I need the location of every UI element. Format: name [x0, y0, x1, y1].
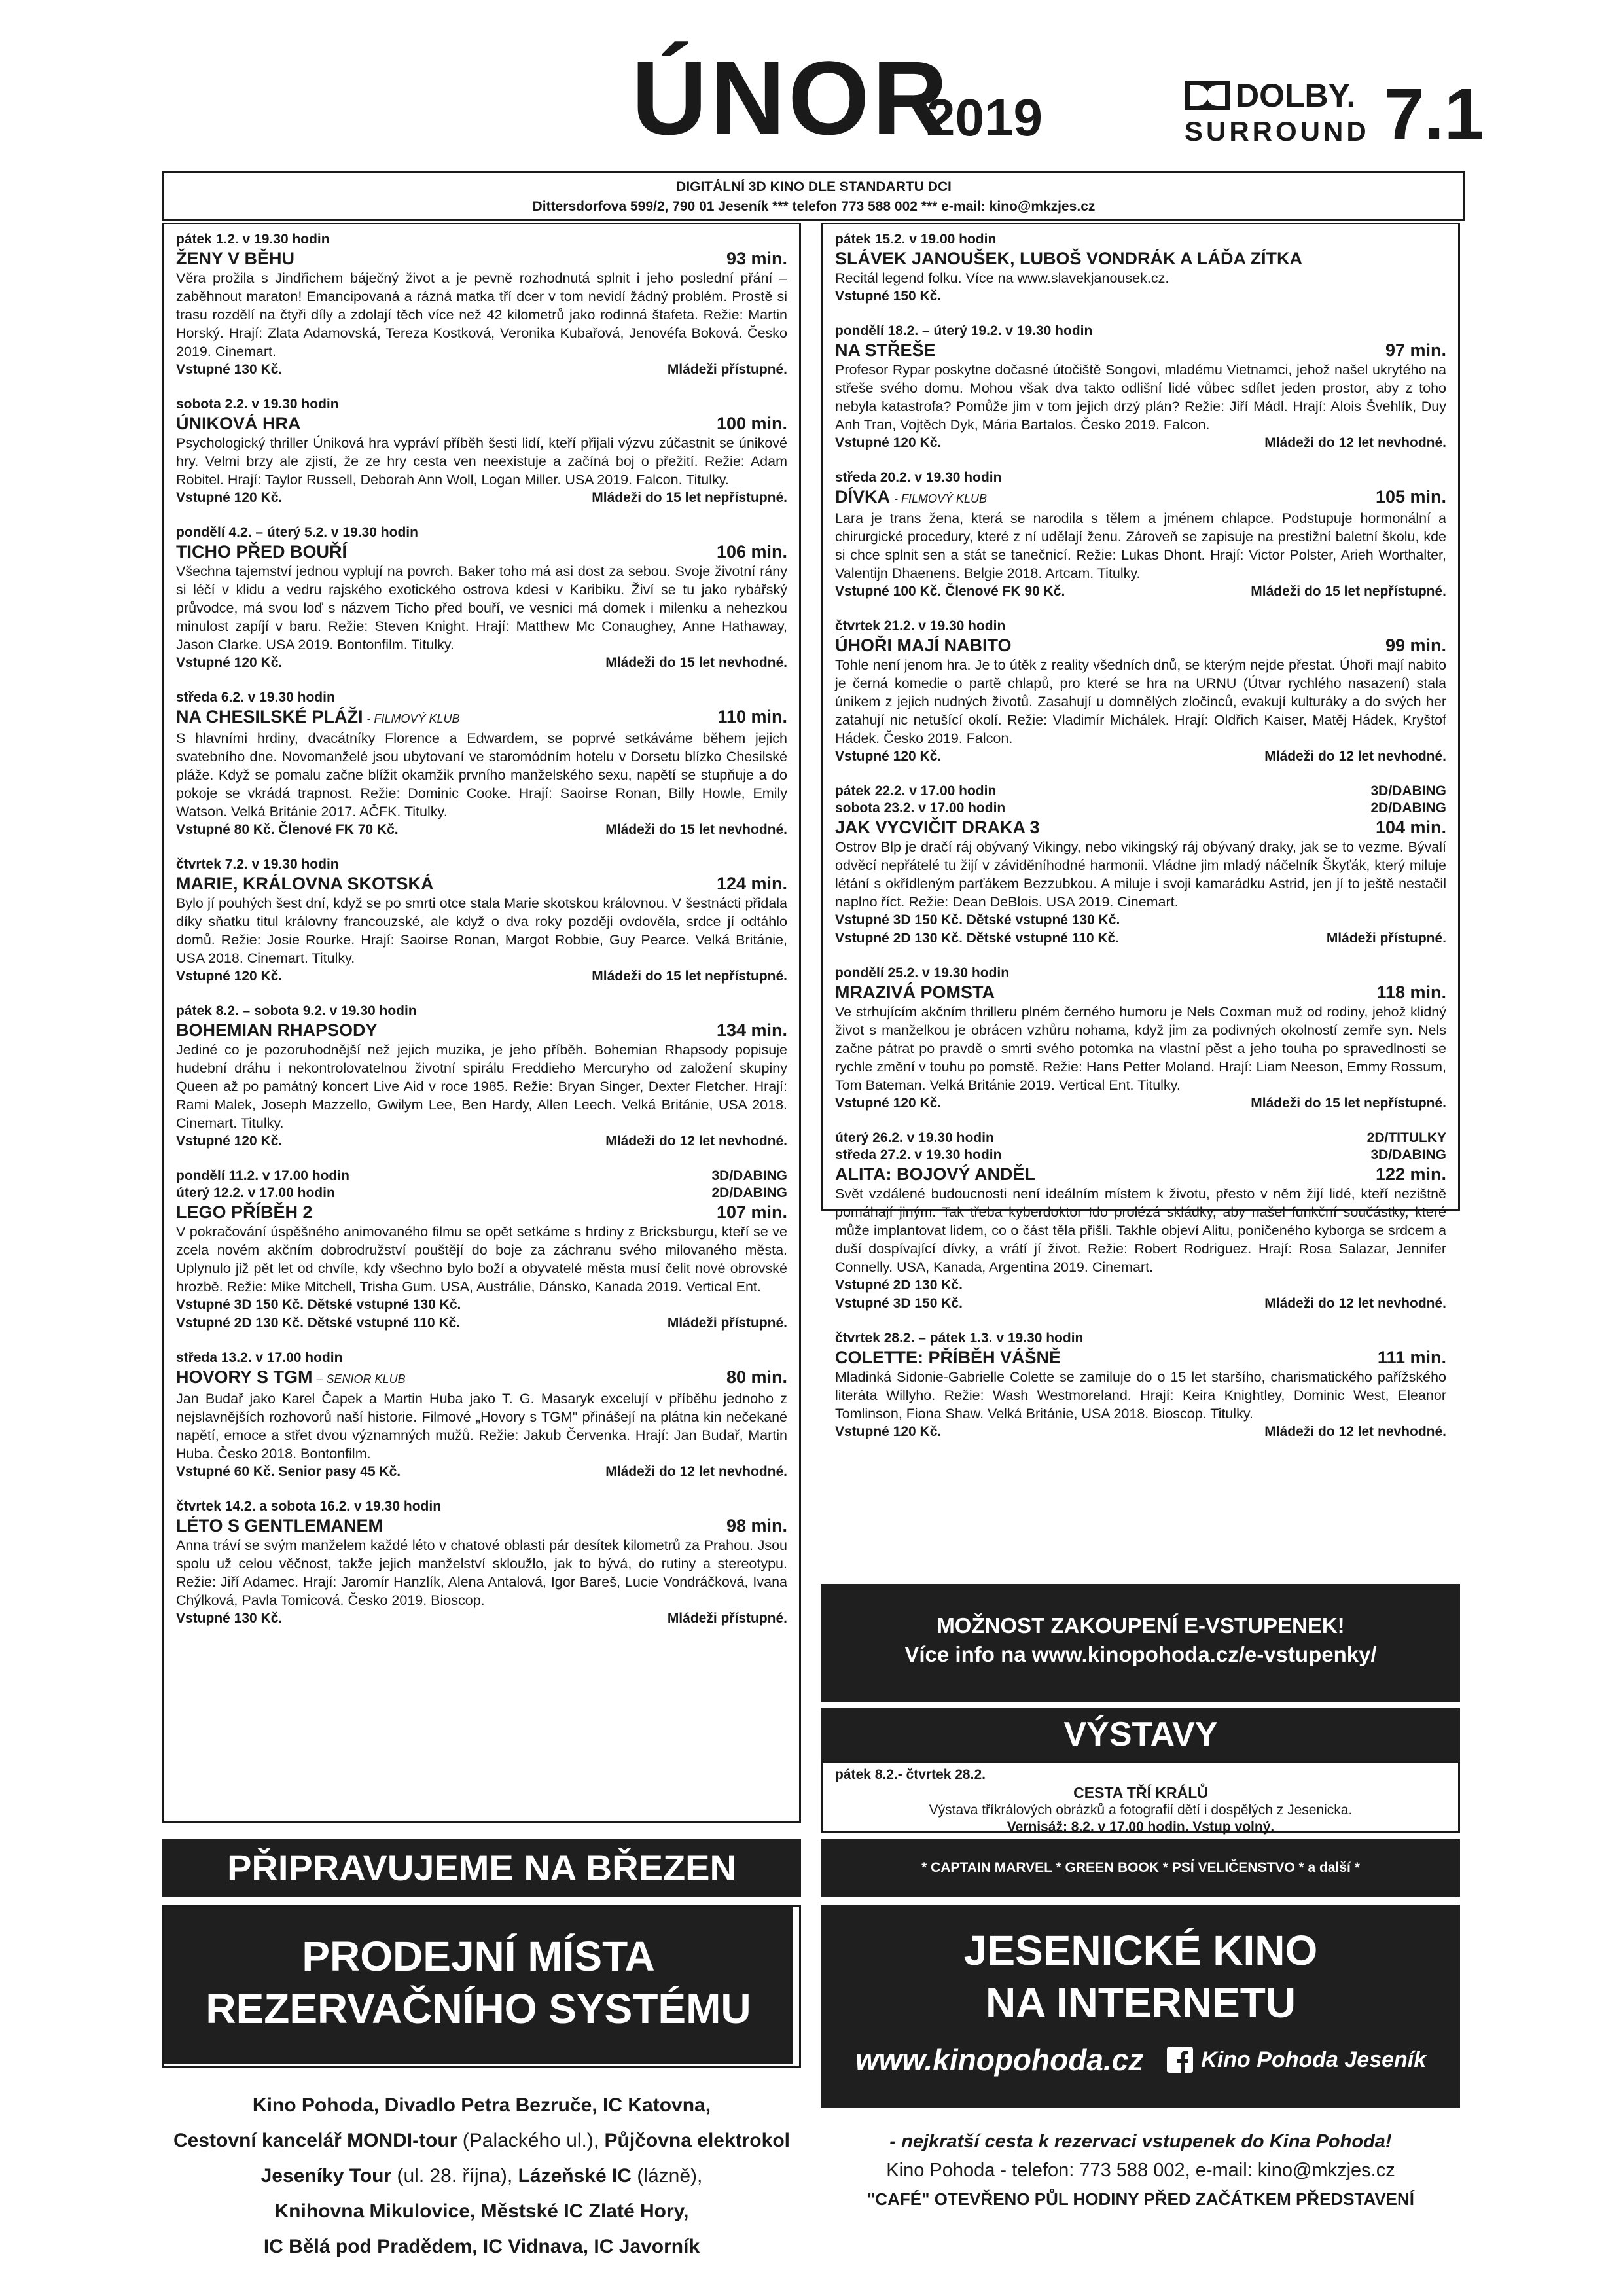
film-description: Mladinká Sidonie-Gabrielle Colette se zamiluje do o 15 let staršího, charismatického pařížského literáta Willyho. Režie: Wash Westmoreland. Hrají: Keira Knightley, Dominic West, Eleanor Tomlinson, Fiona Shaw. Velká Británie, USA 2018. Bioscop. Titulky.: [835, 1369, 1446, 1422]
film-price-line: [835, 1295, 1446, 1313]
film-title: ŽENY V BĚHU: [176, 249, 295, 268]
film-age-rating: Mládeži do 15 let nepřístupné.: [1251, 584, 1446, 599]
film-price-line: [835, 911, 1446, 929]
film-date: pondělí 18.2. – úterý 19.2. v 19.30 hodin: [835, 323, 1093, 338]
film-date-line: [835, 1147, 1446, 1164]
month-title: ÚNOR: [632, 39, 951, 156]
exhibition-date: pátek 8.2.- čtvrtek 28.2.: [835, 1767, 986, 1782]
film-date-line: [176, 1168, 787, 1185]
film-title-line: [176, 248, 787, 269]
film-title-line: [835, 982, 1446, 1003]
film-price: Vstupné 130 Kč.: [176, 1611, 283, 1626]
film-title-wrap: [176, 1515, 383, 1536]
film-format: 3D/DABING: [1370, 783, 1446, 798]
film-format: 3D/DABING: [1370, 1147, 1446, 1162]
page-header: [164, 26, 1484, 170]
dolby-word: DOLBY.: [1236, 77, 1356, 114]
film-title-wrap: [835, 982, 995, 1003]
film-age-rating: Mládeži do 15 let nevhodné.: [605, 655, 787, 670]
website-link[interactable]: www.kinopohoda.cz: [855, 2043, 1144, 2077]
film-format: 2D/DABING: [1370, 800, 1446, 816]
film-description: Jediné co je pozoruhodnější než jejich muzika, je jeho příběh. Bohemian Rhapsody popisuje hudební dráhu i nekontrolovatelnou životní spirálu Freddieho Mercuryho od založení skupiny Queen až po památný koncert Live Aid v roce 1985. Režie: Bryan Singer, Dexter Fletcher. Hrají: Rami Malek, Joseph Mazzello, Gwilym Lee, Ben Hardy, Allen Leech. Velká Británie, USA 2018. Cinemart. Titulky.: [176, 1042, 787, 1131]
film-date: sobota 2.2. v 19.30 hodin: [176, 397, 339, 412]
film-entry: [835, 618, 1446, 766]
eticket-info-link[interactable]: Více info na www.kinopohoda.cz/e-vstupenky/: [904, 1642, 1377, 1666]
film-age-rating: Mládeži do 12 let nevhodné.: [1264, 1424, 1446, 1439]
film-title-wrap: [835, 635, 1012, 656]
film-title: ÚHOŘI MAJÍ NABITO: [835, 636, 1012, 655]
facebook-link[interactable]: [1167, 2047, 1426, 2073]
film-age-rating: Mládeži do 15 let nepřístupné.: [592, 969, 787, 984]
film-description: Profesor Rypar poskytne dočasné útočiště Songovi, mladému Vietnamci, jehož našel ukrytého na střeše svého domu. Mohou však dva takto odlišní lidé vůbec sdílet jeden prostor, aby z toho nebyla katastrofa? Pomůže jim v tom jejich drzý plán? Režie: Jiří Mádl. Hrají: Alois Švehlík, Duy Anh Tran, Vojtěch Dyk, Mária Bartalos. Česko 2019. Falcon.: [835, 362, 1446, 433]
eticket-banner: [821, 1584, 1460, 1702]
eticket-title: MOŽNOST ZAKOUPENÍ E-VSTUPENEK!: [936, 1613, 1345, 1638]
film-duration: 100 min.: [716, 414, 787, 433]
film-description: S hlavními hrdiny, dvacátníky Florence a Edwardem, se poprvé setkáváme během jejich svatebního dne. Novomanželé jsou ubytovaní ve staromódním hotelu v Dorsetu blízko Chesilské pláže. Když se pomalu začne blížit okamžik prvního manželského sexu, napětí se stupňuje a do pokoje se vkrádá trapnost. Režie: Dominic Cooke. Hrají: Saoirse Ronan, Billy Howle, Emily Watson. Velká Británie 2017. AČFK. Titulky.: [176, 730, 787, 819]
film-price: Vstupné 3D 150 Kč.: [835, 1296, 963, 1311]
sales-text-part: (ul. 28. října),: [391, 2165, 518, 2187]
film-date-line: [835, 231, 1446, 248]
film-description: Věra prožila s Jindřichem báječný život a je pevně rozhodnutá splnit i jeho poslední přání – zaběhnout maraton! Emancipovaná a rázná matka tří dcer v tom nevidí žádný problém. Prostě si trasu rozdělí na čtyři díly a zdolají těch více než 42 kilometrů jako rodinná štafeta. Režie: Martin Horský. Hrají: Zlata Adamovská, Tereza Kostková, Veronika Kubařová, Jenovéfa Boková. Česko 2019. Cinemart.: [176, 270, 787, 359]
film-title-line: [176, 1367, 787, 1390]
film-title: ÚNIKOVÁ HRA: [176, 414, 301, 433]
film-age-rating: Mládeži do 12 let nevhodné.: [1264, 1296, 1446, 1311]
film-price-line: [176, 654, 787, 672]
film-price: Vstupné 100 Kč. Členové FK 90 Kč.: [835, 584, 1065, 599]
film-club-tag: - FILMOVÝ KLUB: [366, 712, 460, 725]
film-date-line: [835, 1330, 1446, 1347]
sales-text-part: Půjčovna elektrokol: [604, 2130, 790, 2151]
film-title-wrap: [835, 1347, 1061, 1368]
film-description: Jan Budař jako Karel Čapek a Martin Huba jako T. G. Masaryk excelují v příběhu jednoho z nejslavnějších rozhovorů naší historie. Filmové „Hovory s TGM" přinášejí na plátna kin nečekané napětí, emoce a střet dvou významných mužů. Režie: Jakub Červenka. Hrají: Jan Budař, Martin Huba. Česko 2018. Bontonfilm.: [176, 1391, 787, 1462]
exhibition-vernissage: Vernisáž: 8.2. v 17.00 hodin. Vstup volný.: [1007, 1820, 1275, 1835]
film-date-line: [835, 800, 1446, 817]
film-title: DÍVKA: [835, 487, 891, 507]
film-entry: [835, 1330, 1446, 1441]
sales-line-3: [162, 2159, 801, 2194]
facebook-label: Kino Pohoda Jeseník: [1201, 2047, 1427, 2072]
film-date-line: [835, 323, 1446, 340]
film-title-line: [176, 706, 787, 729]
film-entry: [176, 856, 787, 986]
film-entry: [176, 524, 787, 672]
film-age-rating: Mládeži do 15 let nevhodné.: [605, 822, 787, 837]
dolby-logo: [1185, 74, 1484, 154]
film-entry: [835, 469, 1446, 601]
sales-points-title-line2: REZERVAČNÍHO SYSTÉMU: [205, 1985, 751, 2032]
film-duration: 93 min.: [726, 249, 787, 268]
film-description: Recitál legend folku. Více na www.slavekjanousek.cz.: [835, 270, 1169, 286]
film-age-rating: Mládeži do 12 let nevhodné.: [605, 1464, 787, 1479]
film-date-line: [176, 689, 787, 706]
film-title: NA STŘEŠE: [835, 340, 936, 360]
film-duration: 105 min.: [1375, 487, 1446, 507]
film-title-line: [835, 1347, 1446, 1368]
film-description: Bylo jí pouhých šest dní, když se po smrti otce stala Marie skotskou královnou. V šestnácti přidala díky sňatku titul královny francouzské, ale když o dva roky později ovdověla, srdce jí odtáhlo domů. Režie: Josie Rourke. Hrají: Saoirse Ronan, Margot Robbie, Guy Pearce. Velká Británie, USA 2018. Cinemart. Titulky.: [176, 895, 787, 966]
contact-phone-email: Kino Pohoda - telefon: 773 588 002, e-mail: kino@mkzjes.cz: [886, 2160, 1395, 2181]
film-date: pátek 15.2. v 19.00 hodin: [835, 232, 997, 247]
film-age-rating: Mládeži do 12 let nevhodné.: [1264, 435, 1446, 450]
program-column-right: [821, 223, 1460, 1439]
film-title: SLÁVEK JANOUŠEK, LUBOŠ VONDRÁK A LÁĎA ZÍTKA: [835, 249, 1303, 268]
film-date-line: [835, 1130, 1446, 1147]
film-date: úterý 26.2. v 19.30 hodin: [835, 1130, 994, 1145]
film-price-line: [176, 1463, 787, 1481]
film-title-line: [176, 413, 787, 434]
film-title-wrap: [176, 1020, 378, 1041]
dolby-double-d-icon: [1185, 81, 1230, 110]
film-price: Vstupné 150 Kč.: [835, 289, 942, 304]
film-title: TICHO PŘED BOUŘÍ: [176, 542, 348, 562]
film-price: Vstupné 120 Kč.: [176, 490, 283, 505]
film-price: Vstupné 120 Kč.: [835, 1096, 942, 1111]
exhibition-description: Výstava tříkrálových obrázků a fotografií dětí i dospělých z Jesenicka.: [929, 1803, 1353, 1818]
film-duration: 99 min.: [1385, 636, 1446, 655]
film-age-rating: Mládeži do 12 let nevhodné.: [605, 1134, 787, 1149]
exhibitions-header: VÝSTAVY: [821, 1708, 1460, 1761]
film-title-line: [176, 1515, 787, 1536]
sales-text-part: Knihovna Mikulovice, Městské IC Zlaté Hory,: [274, 2200, 689, 2222]
exhibitions-box: [821, 1761, 1460, 1833]
film-description: Lara je trans žena, která se narodila s tělem a jménem chlapce. Podstupuje hormonální a chirurgické procedury, které z ní udělají ženu. Zároveň se zapisuje na prestižní baletní školu, kde si chce splnit sen a stát se tanečnicí. Režie: Lukas Dhont. Hrají: Victor Polster, Arieh Worthalter, Valentijn Dhaenens. Belgie 2018. Artcam. Titulky.: [835, 511, 1446, 581]
film-date-line: [176, 396, 787, 413]
film-price-line: [835, 1094, 1446, 1113]
film-price-line: [835, 747, 1446, 766]
film-date-line: [176, 856, 787, 873]
film-entry: [835, 1130, 1446, 1313]
film-entry: [835, 323, 1446, 452]
film-price: Vstupné 120 Kč.: [176, 969, 283, 984]
film-price: Vstupné 60 Kč. Senior pasy 45 Kč.: [176, 1464, 401, 1479]
sales-line-4: [162, 2194, 801, 2229]
film-entry: [176, 231, 787, 379]
film-price: Vstupné 120 Kč.: [835, 435, 942, 450]
film-title-wrap: [835, 486, 987, 509]
film-title-wrap: [176, 1367, 406, 1390]
film-description: Tohle není jenom hra. Je to útěk z reality všedních dnů, se kterým nejde přestat. Úhoři mají nabito je černá komedie o partě chlapů, pro které se hra na URNU (Útvar rychlého nasazení) stala únikem z jejich nudných životů. Zasahují u domnělých zločinců, evakují kulturáky a do svých her zatahují nic netušící okolí. Režie: Vladimír Michálek. Hrají: Oldřich Kaiser, Matěj Hádek, Kryštof Hádek. Česko 2019. Falcon.: [835, 657, 1446, 746]
film-title: LÉTO S GENTLEMANEM: [176, 1516, 383, 1535]
film-price-line: [176, 361, 787, 379]
sales-line-2: [162, 2123, 801, 2159]
film-price-line: [176, 821, 787, 839]
film-price-line: [176, 489, 787, 507]
film-club-tag: – SENIOR KLUB: [316, 1372, 406, 1386]
film-date: pátek 8.2. – sobota 9.2. v 19.30 hodin: [176, 1003, 417, 1018]
sales-points-box: [162, 1905, 801, 2068]
upcoming-films-list: * CAPTAIN MARVEL * GREEN BOOK * PSÍ VELIČENSTVO * a další *: [821, 1839, 1460, 1897]
film-description: Ostrov Blp je dračí ráj obývaný Vikingy, nebo vikingský ráj obývaný draky, jak se to vezme. Bývalí odvěcí nepřátelé tu žijí v záviděníhodné harmonii. Vládne jim mladý náčelník Škyťák, který miluje létání s okřídleným parťákem Bezzubkou. A miluje i svoji kamarádku Astrid, jen jí to ještě nestačil naplno říct. Režie: Dean DeBlois. USA 2019. Cinemart.: [835, 839, 1446, 910]
film-description: Svět vzdálené budoucnosti není ideálním místem k životu, přesto v něm žijí lidé, kteří nezištně pomáhají jiným. Tak třeba kyberdoktor Ido prolézá skládky, aby našel funkční součástky, které může implantovat lidem, co o část těla přišli. Takhle objeví Alitu, poničeného kyborga se srdcem a duší dospívající dívky, a vrátí jí život. Režie: Robert Rodriguez. Hrají: Rosa Salazar, Jennifer Connelly. USA, Kanada, Argentina 2019. Cinemart.: [835, 1186, 1446, 1275]
film-price-line: [835, 434, 1446, 452]
film-title-line: [835, 340, 1446, 361]
film-price: Vstupné 3D 150 Kč. Dětské vstupné 130 Kč.: [835, 912, 1120, 927]
film-age-rating: Mládeži přístupné.: [667, 1611, 787, 1626]
film-title: ALITA: BOJOVÝ ANDĚL: [835, 1164, 1036, 1184]
film-title: MRAZIVÁ POMSTA: [835, 982, 995, 1002]
film-age-rating: Mládeži přístupné.: [667, 362, 787, 377]
film-date-line: [176, 1498, 787, 1515]
film-title-wrap: [835, 1164, 1035, 1185]
film-duration: 97 min.: [1385, 340, 1446, 360]
film-price: Vstupné 120 Kč.: [176, 655, 283, 670]
upcoming-header: PŘIPRAVUJEME NA BŘEZEN: [162, 1839, 801, 1897]
film-title-wrap: [176, 541, 347, 562]
film-price-line: [176, 1609, 787, 1628]
sales-text-part: Kino Pohoda, Divadlo Petra Bezruče, IC Katovna,: [252, 2094, 711, 2116]
sound-format-label: 7.1: [1384, 74, 1484, 154]
film-description: Všechna tajemství jednou vyplují na povrch. Baker toho má asi dost za sebou. Svoje životní rány si léčí v klidu a vedru rajského exotického ostrova kdesi v Karibiku. Živí se tu jako rybářský průvodce, má svou loď s názvem Ticho před bouří, ve vesnici má domek i milenku a nehezkou minulost zapíjí v baru. Režie: Steven Knight. Hrají: Matthew Mc Conaughey, Anne Hathaway, Jason Clarke. USA 2019. Bontonfilm. Titulky.: [176, 564, 787, 653]
film-club-tag: - FILMOVÝ KLUB: [894, 492, 988, 505]
film-entry: [176, 1350, 787, 1481]
film-date-line: [835, 965, 1446, 982]
year-label: 2019: [926, 88, 1043, 147]
film-date: středa 20.2. v 19.30 hodin: [835, 470, 1002, 485]
film-title-line: [176, 541, 787, 562]
sales-text-part: IC Bělá pod Pradědem, IC Vidnava, IC Javorník: [263, 2236, 700, 2257]
film-title: COLETTE: PŘÍBĚH VÁŠNĚ: [835, 1348, 1061, 1367]
film-age-rating: Mládeži do 12 let nevhodné.: [1264, 749, 1446, 764]
film-entry: [176, 689, 787, 839]
film-entry: [176, 1498, 787, 1628]
film-date: pátek 22.2. v 17.00 hodin: [835, 783, 997, 798]
film-price-line: [176, 1296, 787, 1314]
film-description: Anna tráví se svým manželem každé léto v chatové oblasti pár desítek kilometrů za Prahou. Jsou spolu už celou věčnost, takže jejich manželství skloužlo, jak to bývá, do rutiny a stereotypu. Režie: Jiří Adamec. Hrají: Jaromír Hanzlík, Alena Antalová, Igor Bareš, Lucie Vondráčková, Ivana Chýlková, Pavla Tomicová. Česko 2019. Bioscop.: [176, 1537, 787, 1608]
film-title: NA CHESILSKÉ PLÁŽI: [176, 707, 363, 726]
film-price: Vstupné 2D 130 Kč. Dětské vstupné 110 Kč.: [176, 1316, 461, 1331]
film-title: JAK VYCVIČIT DRAKA 3: [835, 817, 1040, 837]
film-date-line: [176, 1350, 787, 1367]
film-title-line: [835, 817, 1446, 838]
film-duration: 98 min.: [726, 1516, 787, 1535]
film-format: 2D/DABING: [711, 1185, 787, 1200]
film-date-line: [176, 1185, 787, 1202]
film-date: středa 6.2. v 19.30 hodin: [176, 690, 335, 705]
film-entry: [835, 965, 1446, 1113]
film-duration: 122 min.: [1375, 1164, 1446, 1184]
film-duration: 106 min.: [716, 542, 787, 562]
film-duration: 118 min.: [1376, 982, 1446, 1002]
film-duration: 104 min.: [1375, 817, 1446, 837]
internet-banner: [821, 1905, 1460, 2108]
cinema-info-title: DIGITÁLNÍ 3D KINO DLE STANDARTU DCI: [676, 179, 952, 194]
film-date-line: [176, 231, 787, 248]
exhibition-title: CESTA TŘÍ KRÁLŮ: [1073, 1784, 1208, 1801]
film-date: čtvrtek 14.2. a sobota 16.2. v 19.30 hodin: [176, 1499, 442, 1514]
sales-text-part: Lázeňské IC: [518, 2165, 632, 2187]
film-title-line: [835, 486, 1446, 509]
sales-points-title-line1: PRODEJNÍ MÍSTA: [302, 1933, 655, 1980]
film-date: pondělí 4.2. – úterý 5.2. v 19.30 hodin: [176, 525, 418, 540]
film-date: pátek 1.2. v 19.30 hodin: [176, 232, 330, 247]
film-format: 2D/TITULKY: [1366, 1130, 1446, 1145]
film-date: čtvrtek 28.2. – pátek 1.3. v 19.30 hodin: [835, 1331, 1084, 1346]
sales-line-1: [162, 2088, 801, 2123]
film-duration: 80 min.: [726, 1367, 787, 1387]
film-duration: 124 min.: [716, 874, 787, 893]
film-price: Vstupné 120 Kč.: [176, 1134, 283, 1149]
cinema-info-box: [162, 171, 1465, 221]
film-entry: [835, 783, 1446, 948]
film-description: Ve strhujícím akčním thrilleru plném černého humoru je Nels Coxman muž od rodiny, jehož klidný život s manželkou je obrácen vzhůru nohama, když jim za podivných okolností zemře syn. Nels začne pátrat po pravdě o smrti svého potomka na vlastní pěst a jeho touha po spravedlnosti se rychle změní v touhu po pomstě. Režie: Hans Petter Moland. Hrají: Liam Neeson, Emmy Rossum, Tom Bateman. Velká Británie 2019. Vertical Ent. Titulky.: [835, 1004, 1446, 1093]
film-date-line: [176, 524, 787, 541]
film-title-line: [176, 1020, 787, 1041]
film-age-rating: Mládeži do 15 let nepřístupné.: [592, 490, 787, 505]
film-duration: 107 min.: [716, 1202, 787, 1222]
film-title-line: [835, 248, 1446, 269]
film-date: pondělí 11.2. v 17.00 hodin: [176, 1168, 349, 1183]
film-price-line: [176, 967, 787, 986]
film-date: středa 27.2. v 19.30 hodin: [835, 1147, 1002, 1162]
film-duration: 134 min.: [716, 1020, 787, 1040]
sales-text-part: Jeseníky Tour: [260, 2165, 392, 2187]
film-price-line: [835, 583, 1446, 601]
film-date-line: [835, 469, 1446, 486]
sales-line-5: [162, 2229, 801, 2265]
cafe-notice: "CAFÉ" OTEVŘENO PŮL HODINY PŘED ZAČÁTKEM PŘEDSTAVENÍ: [866, 2189, 1415, 2209]
film-title-wrap: [176, 873, 434, 894]
film-date: pondělí 25.2. v 19.30 hodin: [835, 965, 1010, 980]
film-title-wrap: [176, 248, 294, 269]
film-title-wrap: [835, 248, 1302, 269]
film-age-rating: Mládeži přístupné.: [1326, 931, 1446, 946]
film-date: středa 13.2. v 17.00 hodin: [176, 1350, 343, 1365]
film-entry: [176, 1168, 787, 1333]
film-title: LEGO PŘÍBĚH 2: [176, 1202, 313, 1222]
surround-word: SURROUND: [1185, 116, 1370, 147]
film-date-line: [835, 783, 1446, 800]
sales-text-part: (Palackého ul.),: [457, 2130, 605, 2151]
film-price-line: [835, 1276, 1446, 1295]
film-price-line: [835, 929, 1446, 948]
film-description: V pokračování úspěšného animovaného filmu se opět setkáme s hrdiny z Bricksburgu, kteří se ve zcela novém akčním dobrodružství pouštějí do boje za záchranu svého milovaného města. Uplynulo již pět let od chvíle, kdy všechno bylo boží a obyvatelé města musí čelit nové obrovské hrozbě. Režie: Mike Mitchell, Trisha Gum. USA, Austrálie, Dánsko, Kanada 2019. Vertical Ent.: [176, 1224, 787, 1295]
cinema-info-contact: Dittersdorfova 599/2, 790 01 Jeseník *** telefon 773 588 002 *** e-mail: kino@mkzjes.cz: [532, 199, 1096, 214]
film-price: Vstupné 80 Kč. Členové FK 70 Kč.: [176, 822, 399, 837]
film-title-wrap: [176, 413, 301, 434]
contact-tagline: - nejkratší cesta k rezervaci vstupenek do Kina Pohoda!: [889, 2131, 1392, 2152]
film-date: čtvrtek 21.2. v 19.30 hodin: [835, 619, 1006, 634]
film-price-line: [835, 287, 1446, 306]
internet-title-line2: NA INTERNETU: [985, 1979, 1296, 2026]
film-title-line: [835, 1164, 1446, 1185]
film-date: úterý 12.2. v 17.00 hodin: [176, 1185, 335, 1200]
film-duration: 111 min.: [1377, 1348, 1446, 1367]
film-price: Vstupné 120 Kč.: [835, 1424, 942, 1439]
film-date-line: [176, 1003, 787, 1020]
film-duration: 110 min.: [717, 707, 787, 726]
film-title-wrap: [835, 817, 1040, 838]
film-age-rating: Mládeži do 15 let nepřístupné.: [1251, 1096, 1446, 1111]
film-entry: [176, 396, 787, 507]
film-format: 3D/DABING: [711, 1168, 787, 1183]
film-title-wrap: [835, 340, 936, 361]
film-price-line: [835, 1423, 1446, 1441]
film-price: Vstupné 2D 130 Kč.: [835, 1278, 963, 1293]
sales-text-part: (lázně),: [631, 2165, 703, 2187]
film-title-wrap: [176, 706, 460, 729]
facebook-icon: [1167, 2047, 1193, 2073]
film-price: Vstupné 130 Kč.: [176, 362, 283, 377]
film-price: Vstupné 2D 130 Kč. Dětské vstupné 110 Kč.: [835, 931, 1120, 946]
film-title-line: [835, 635, 1446, 656]
contact-info: [821, 2127, 1460, 2214]
internet-links: [821, 2042, 1460, 2077]
film-title: MARIE, KRÁLOVNA SKOTSKÁ: [176, 874, 434, 893]
film-title-wrap: [176, 1202, 313, 1223]
film-date: čtvrtek 7.2. v 19.30 hodin: [176, 857, 339, 872]
sales-points-banner: [164, 1907, 793, 2064]
film-entry: [835, 231, 1446, 306]
film-title-line: [176, 873, 787, 894]
film-title-line: [176, 1202, 787, 1223]
film-price: Vstupné 3D 150 Kč. Dětské vstupné 130 Kč.: [176, 1297, 461, 1312]
film-price-line: [176, 1314, 787, 1333]
film-age-rating: Mládeži přístupné.: [667, 1316, 787, 1331]
film-title: BOHEMIAN RHAPSODY: [176, 1020, 378, 1040]
film-price: Vstupné 120 Kč.: [835, 749, 942, 764]
film-date-line: [835, 618, 1446, 635]
film-description: Psychologický thriller Úniková hra vypráví příběh šesti lidí, kteří přijali výzvu zúčastnit se únikové hry. Velmi brzy ale zjistí, že ze hry cesta ven neexistuje a začíná boj o přežití. Režie: Adam Robitel. Hrají: Taylor Russell, Deborah Ann Woll, Logan Miller. USA 2019. Falcon. Titulky.: [176, 435, 787, 488]
program-column-left: [162, 223, 801, 1823]
sales-text-part: Cestovní kancelář MONDI-tour: [173, 2130, 457, 2151]
film-price-line: [176, 1132, 787, 1151]
sales-points-list: [162, 2088, 801, 2265]
film-date: sobota 23.2. v 17.00 hodin: [835, 800, 1006, 816]
internet-title-line1: JESENICKÉ KINO: [963, 1927, 1318, 1974]
film-title: HOVORY S TGM: [176, 1367, 313, 1387]
film-entry: [176, 1003, 787, 1151]
